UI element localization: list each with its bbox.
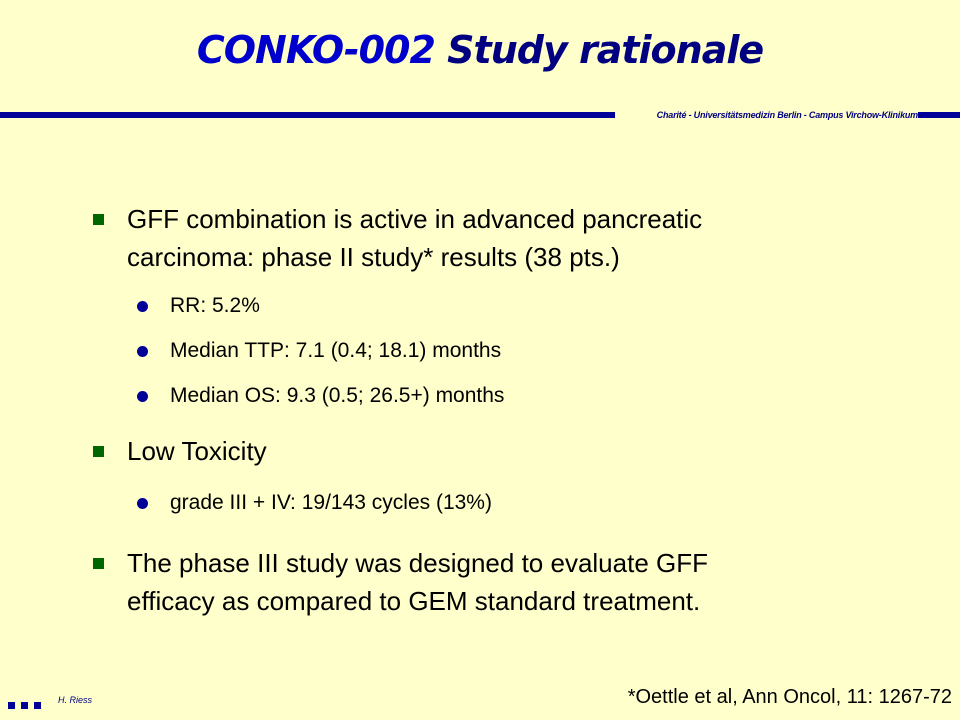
header-rule-left bbox=[0, 112, 615, 118]
square-bullet-icon bbox=[93, 214, 104, 225]
round-bullet-icon bbox=[137, 301, 148, 312]
round-bullet-icon bbox=[137, 391, 148, 402]
footer-squares bbox=[8, 696, 47, 714]
title-main: Study rationale bbox=[434, 28, 764, 72]
footer-reference: *Oettle et al, Ann Oncol, 11: 1267-72 bbox=[627, 686, 952, 708]
sub-bullet-rr: RR: 5.2% bbox=[170, 294, 260, 317]
square-bullet-icon bbox=[93, 558, 104, 569]
affiliation-text: Charité - Universitätsmedizin Berlin - Campus Virchow-Klinikum bbox=[656, 110, 918, 120]
bullet-1-line-1: GFF combination is active in advanced pancreatic bbox=[127, 204, 703, 234]
footer-square-icon bbox=[34, 702, 41, 709]
footer-author: H. Riess bbox=[58, 695, 93, 705]
sub-bullet-ttp: Median TTP: 7.1 (0.4; 18.1) months bbox=[170, 339, 502, 362]
slide-title bbox=[0, 28, 960, 72]
sub-bullet-os: Median OS: 9.3 (0.5; 26.5+) months bbox=[170, 384, 505, 407]
footer-square-icon bbox=[21, 702, 28, 709]
square-bullet-icon bbox=[93, 446, 104, 457]
bullet-3-line-1: The phase III study was designed to evaluate GFF bbox=[127, 548, 708, 578]
bullet-2: Low Toxicity bbox=[127, 436, 267, 466]
round-bullet-icon bbox=[137, 346, 148, 357]
bullet-3-line-2: efficacy as compared to GEM standard treatment. bbox=[127, 586, 701, 616]
sub-bullet-grade: grade III + IV: 19/143 cycles (13%) bbox=[170, 491, 492, 514]
footer-square-icon bbox=[8, 702, 15, 709]
header-rule-right bbox=[918, 112, 960, 118]
title-accent: CONKO-002 bbox=[196, 28, 435, 72]
round-bullet-icon bbox=[137, 498, 148, 509]
bullet-1-line-2: carcinoma: phase II study* results (38 pts.) bbox=[127, 242, 620, 272]
